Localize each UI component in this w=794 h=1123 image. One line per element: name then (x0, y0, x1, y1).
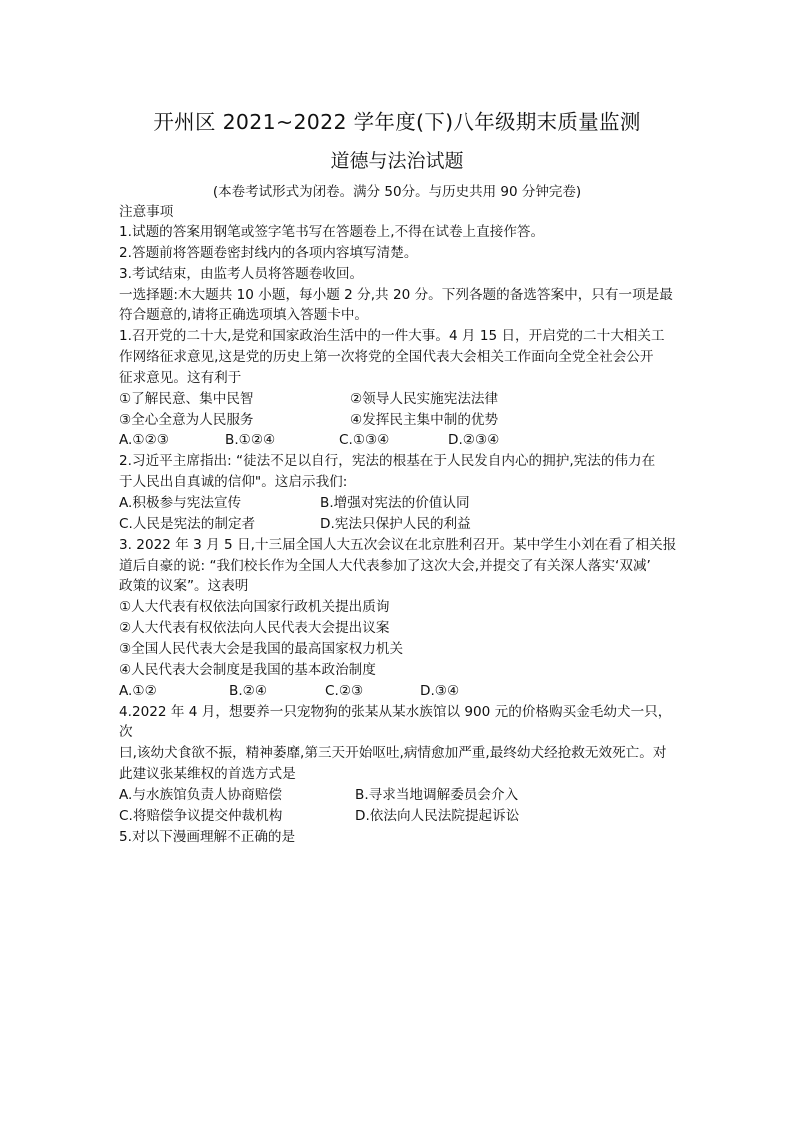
q4-choice-d: D.依法向人民法院提起诉讼 (355, 808, 520, 824)
q1-item: ②领导人民实施宪法法律 (350, 391, 499, 407)
q1-item: ③全心全意为人民服务 (119, 412, 254, 428)
q1-choice-c: C.①③④ (339, 432, 390, 448)
q3-item: ④人民代表大会制度是我国的基本政治制度 (119, 662, 376, 678)
q2-choice-a: A.积极参与宪法宣传 (119, 495, 242, 511)
q4-stem-line: 曰,该幼犬食欲不振，精神萎靡,第三天开始呕吐,病情愈加严重,最终幼犬经抢救无效死亡。对 (119, 745, 667, 761)
q2-choice-c: C.人民是宪法的制定者 (119, 516, 256, 532)
q3-item: ③全国人民代表大会是我国的最高国家权力机关 (119, 641, 404, 657)
q4-choice-b: B.寻求当地调解委员会介入 (355, 787, 519, 803)
notice-item: 2.答题前将答题卷密封线内的各项内容填写清楚。 (119, 245, 418, 261)
q3-choice-b: B.②④ (229, 683, 268, 699)
q3-choice-a: A.①② (119, 683, 157, 699)
q1-item: ④发挥民主集中制的优势 (350, 412, 499, 428)
q1-choice-a: A.①②③ (119, 432, 169, 448)
q3-choice-d: D.③④ (420, 683, 460, 699)
q2-stem-line: 2.习近平主席指出: “徒法不足以自行，宪法的根基在于人民发自内心的拥护,宪法的伟力在 (119, 453, 656, 469)
q1-stem-line: 1.召开党的二十大,是党和国家政治生活中的一件大事。4 月 15 日，开启党的二十大相关工 (119, 328, 665, 344)
q4-choice-a: A.与水族馆负责人协商赔偿 (119, 787, 282, 803)
q2-choice-b: B.增强对宪法的价值认同 (320, 495, 470, 511)
q4-choice-c: C.将赔偿争议提交仲裁机构 (119, 808, 283, 824)
notice-item: 1.试题的答案用钢笔或签字笔书写在答题卷上,不得在试卷上直接作答。 (119, 224, 545, 240)
q1-choice-b: B.①②④ (225, 432, 276, 448)
exam-title: 开州区 2021~2022 学年度(下)八年级期末质量监测 (153, 110, 641, 134)
q5-stem-line: 5.对以下漫画理解不正确的是 (119, 829, 296, 845)
q4-stem-line: 次 (119, 724, 133, 740)
q2-choice-d: D.宪法只保护人民的利益 (320, 516, 471, 532)
notice-item: 3.考试结束，由监考人员将答题卷收回。 (119, 266, 364, 282)
q3-stem-line: 3. 2022 年 3 月 5 日,十三届全国人大五次会议在北京胜利召开。某中学生小刘在看了相关报 (119, 537, 677, 553)
section-intro: 一选择题:木大题共 10 小题，每小题 2 分,共 20 分。下列各题的备选答案中，只有一项是最 (119, 287, 673, 303)
section-intro: 符合题意的,请将正确选项填入答题卡中。 (119, 307, 369, 323)
q1-stem-line: 征求意见。这有利于 (119, 370, 242, 386)
q3-stem-line: 道后自豪的说: “我们校长作为全国人大代表参加了这次大会,并提交了有关深人落实‘双减’ (119, 558, 651, 574)
q3-stem-line: 政策的议案”。这表明 (119, 578, 249, 594)
q3-item: ①人大代表有权依法向国家行政机关提出质询 (119, 599, 390, 615)
q4-stem-line: 此建议张某维权的首选方式是 (119, 766, 296, 782)
exam-subtitle: 道德与法治试题 (330, 150, 464, 172)
q4-stem-line: 4.2022 年 4 月，想要养一只宠物狗的张某从某水族馆以 900 元的价格购买金毛幼犬一只， (119, 704, 672, 720)
q1-stem-line: 作网络征求意见,这是党的历史上第一次将党的全国代表大会相关工作面向全党全社会公开 (119, 349, 654, 365)
exam-note: (本卷考试形式为闭卷。满分 50分。与历史共用 90 分钟完卷) (212, 184, 582, 200)
q3-item: ②人大代表有权依法向人民代表大会提出议案 (119, 620, 390, 636)
q3-choice-c: C.②③ (325, 683, 364, 699)
q1-item: ①了解民意、集中民智 (119, 391, 254, 407)
notice-heading: 注意事项 (119, 204, 174, 220)
q1-choice-d: D.②③④ (448, 432, 500, 448)
q2-stem-line: 于人民出自真诚的信仰"。这启示我们: (119, 474, 348, 490)
